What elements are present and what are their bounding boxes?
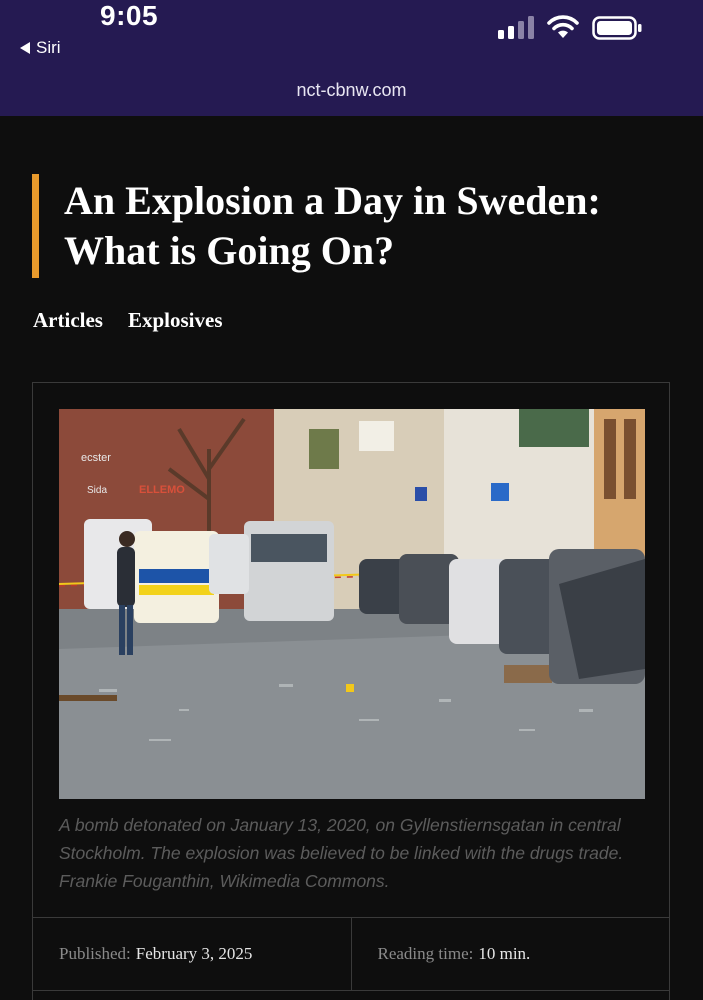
category-links <box>33 308 223 333</box>
street-scene-image <box>59 409 645 799</box>
featured-media-card <box>32 382 670 1000</box>
reading-time-label: Reading time: <box>377 944 474 963</box>
article-title: An Explosion a Day in Sweden: What is Going On? <box>64 178 601 273</box>
reading-time-info <box>351 918 670 990</box>
status-and-url-bar <box>0 0 703 116</box>
published-label: Published: <box>59 944 131 963</box>
status-time: 9:05 <box>100 0 159 31</box>
svg-text:ELLEMO: ELLEMO <box>139 484 185 496</box>
wifi-icon <box>546 14 580 40</box>
back-label: Siri <box>36 38 61 57</box>
address-bar-url[interactable]: nct-cbnw.com <box>296 80 407 100</box>
back-to-siri-button[interactable] <box>20 38 61 58</box>
category-explosives-link[interactable]: Explosives <box>127 308 223 332</box>
article-meta <box>33 917 669 991</box>
category-articles-link[interactable]: Articles <box>33 308 103 332</box>
article-photo <box>59 409 645 799</box>
back-arrow-icon <box>20 42 30 54</box>
photo-caption: A bomb detonated on January 13, 2020, on Gyllenstiernsgatan in central Stockholm. The explosion was believed to be linked with the drugs trade. Frankie Fouganthin, Wikimedia Commons. <box>59 815 624 891</box>
published-info <box>33 918 351 990</box>
svg-text:ecster: ecster <box>81 452 111 464</box>
reading-time-value: 10 min. <box>478 944 531 963</box>
cellular-signal-icon <box>498 16 536 40</box>
battery-icon <box>592 16 642 40</box>
svg-text:Sida: Sida <box>87 485 108 496</box>
title-accent-bar <box>32 174 39 278</box>
published-date: February 3, 2025 <box>135 944 253 963</box>
